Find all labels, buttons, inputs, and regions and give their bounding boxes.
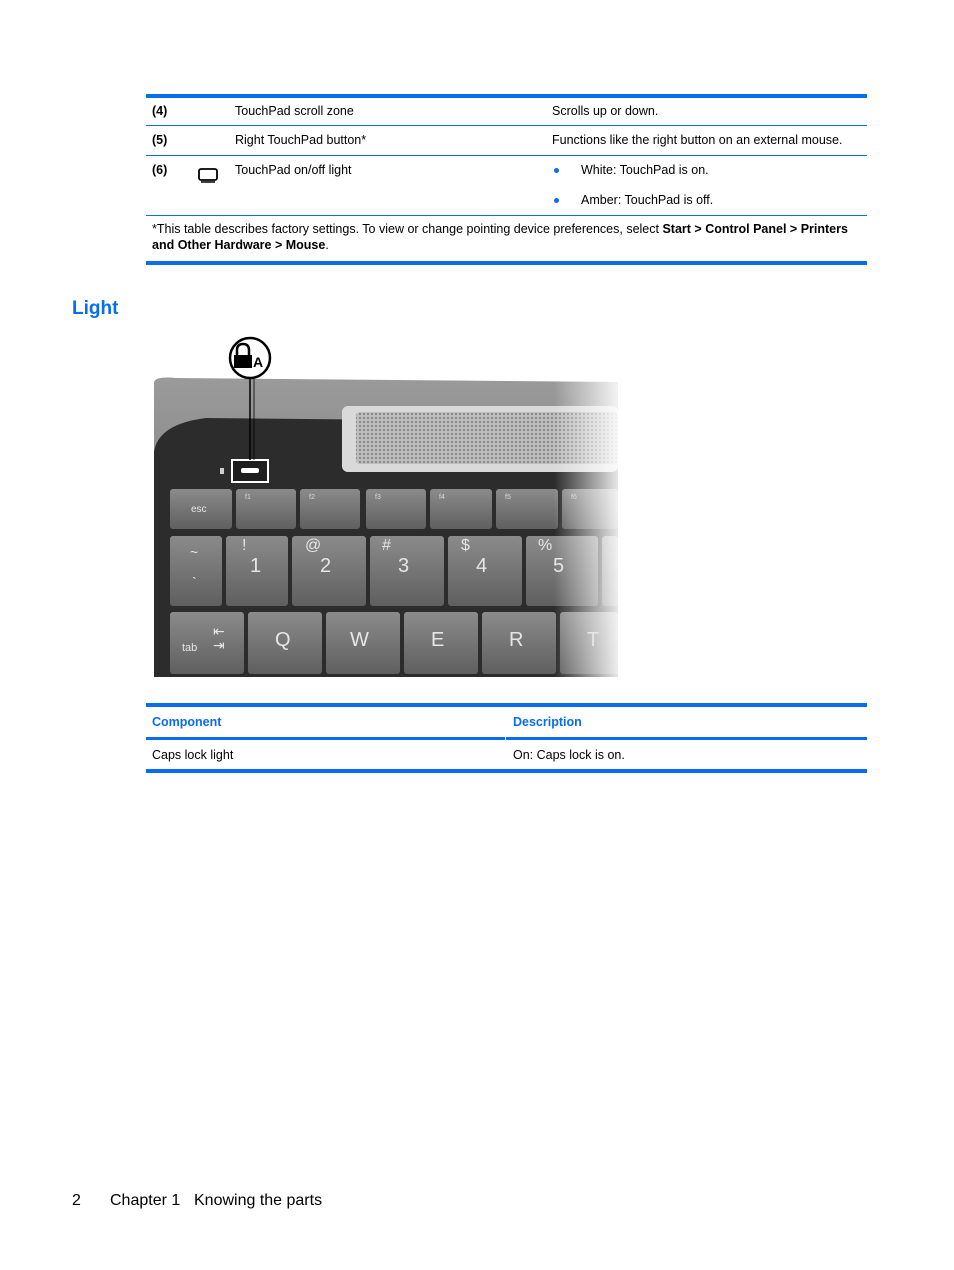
row-divider <box>146 155 867 156</box>
caps-lock-icon <box>228 336 272 380</box>
row-number: (4) <box>152 104 168 118</box>
table-bottom-rule <box>146 769 867 773</box>
key-label: f4 <box>439 494 445 501</box>
svg-text:A: A <box>252 354 264 370</box>
bullet-dot <box>554 198 559 203</box>
key-label: E <box>431 629 445 651</box>
key-label: f6 <box>571 494 577 501</box>
key-label: Q <box>275 629 291 651</box>
column-divider <box>505 708 506 770</box>
key-label: ~ <box>190 544 199 560</box>
bullet-text: White: TouchPad is on. <box>581 163 709 177</box>
key-label: R <box>509 629 524 651</box>
chapter-title: Knowing the parts <box>194 1192 323 1209</box>
key-label: 4 <box>476 555 488 577</box>
key-label: 3 <box>398 555 410 577</box>
component-name: Caps lock light <box>152 748 234 762</box>
key-label: W <box>350 629 369 651</box>
component-description: Scrolls up or down. <box>552 104 659 118</box>
row-divider <box>146 125 867 126</box>
key-label: 2 <box>320 555 332 577</box>
table-top-rule <box>146 94 867 98</box>
key-label: % <box>538 537 553 554</box>
key-label: f5 <box>505 494 511 501</box>
key-label: f1 <box>245 494 251 501</box>
chapter-label: Chapter 1 <box>110 1192 181 1209</box>
key-label: esc <box>191 504 207 515</box>
touchpad-icon <box>198 168 218 183</box>
key-label: # <box>382 537 391 554</box>
component-description: On: Caps lock is on. <box>513 748 625 762</box>
component-name: Right TouchPad button* <box>235 133 367 147</box>
key-label: 5 <box>553 555 565 577</box>
component-name: TouchPad scroll zone <box>235 104 354 118</box>
key-label: @ <box>305 537 322 554</box>
key-label: 1 <box>250 555 262 577</box>
component-description: Functions like the right button on an external mouse. <box>552 133 843 147</box>
key-label: ` <box>192 574 197 590</box>
key-label: $ <box>461 537 470 554</box>
row-number: (6) <box>152 163 168 177</box>
tab-arrows-icon: ⇤ ⇥ <box>213 623 225 653</box>
column-header: Component <box>152 715 222 729</box>
section-heading: Light <box>72 298 119 319</box>
row-number: (5) <box>152 133 168 147</box>
table-footnote <box>152 221 864 253</box>
component-name: TouchPad on/off light <box>235 163 352 177</box>
key-label: ! <box>242 537 247 554</box>
key-label: f2 <box>309 494 315 501</box>
page-number: 2 <box>72 1192 81 1209</box>
footnote-text: *This table describes factory settings. To view or change pointing device preferences, select <box>152 222 663 236</box>
header-rule <box>146 737 867 740</box>
footnote-suffix: . <box>325 238 329 252</box>
table-top-rule <box>146 703 867 707</box>
table-bottom-rule <box>146 261 867 265</box>
key-label: T <box>587 629 600 651</box>
bullet-dot <box>554 168 559 173</box>
footnote-path: Start > Control Panel > Printers and Other Hardware > Mouse <box>152 222 848 252</box>
key-label: f3 <box>375 494 381 501</box>
key-label: tab <box>182 642 198 654</box>
row-divider <box>146 215 867 216</box>
bullet-text: Amber: TouchPad is off. <box>581 193 714 207</box>
column-header: Description <box>513 715 582 729</box>
